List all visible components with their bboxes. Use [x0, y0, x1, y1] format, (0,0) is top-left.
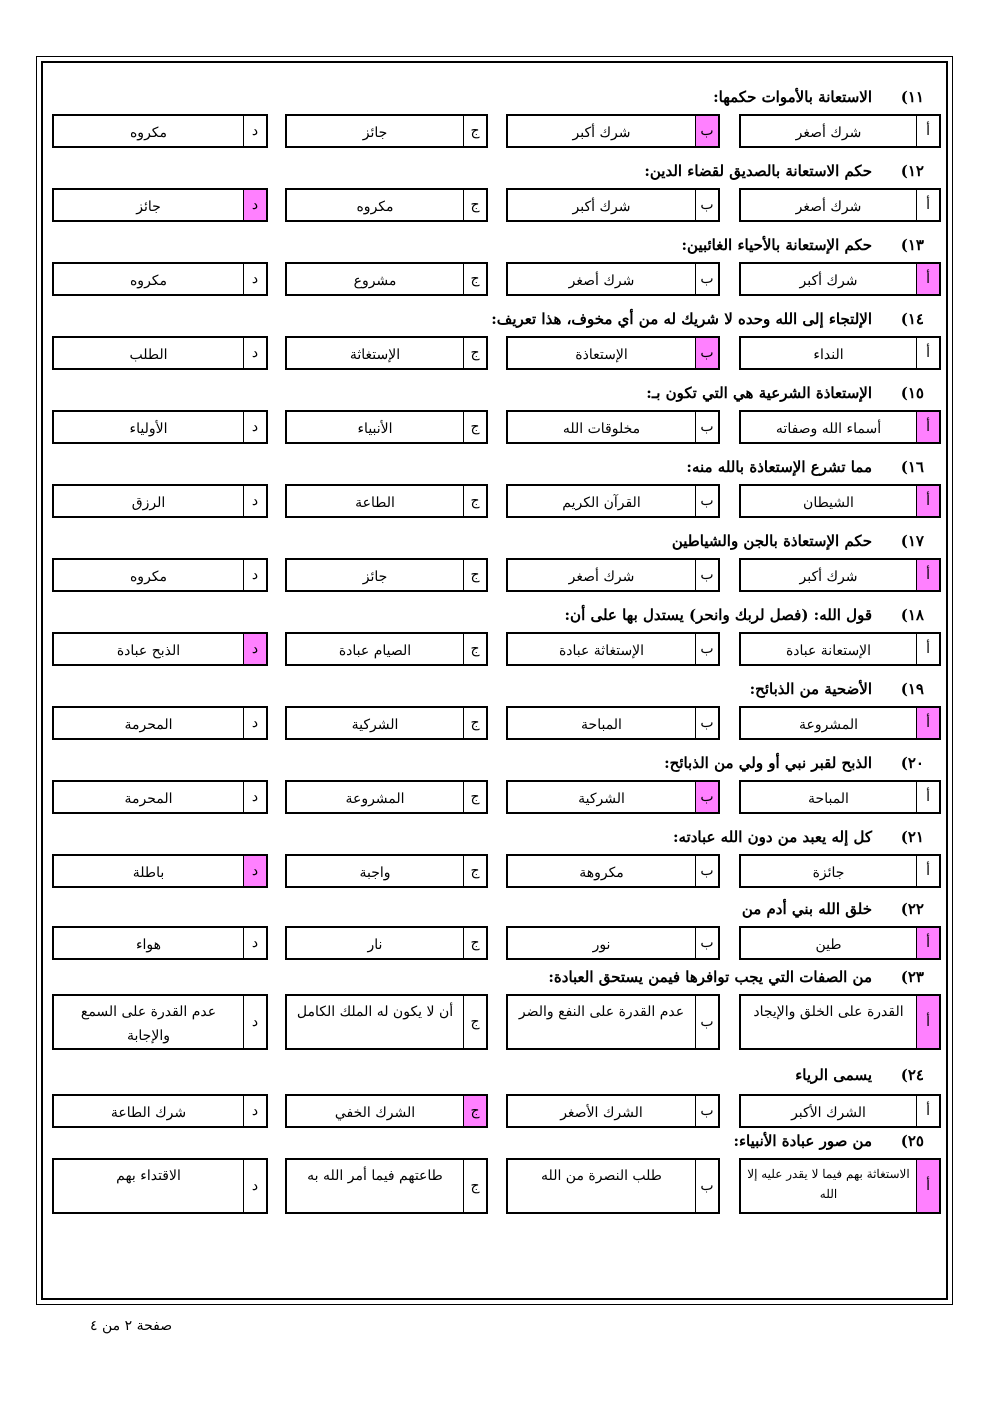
answer-text: جائز — [362, 125, 388, 141]
answer-option[interactable] — [285, 114, 488, 148]
answer-option[interactable] — [506, 336, 720, 370]
answer-text: طلب النصرة من الله — [541, 1168, 662, 1184]
answer-option[interactable] — [52, 926, 268, 960]
question-line — [682, 234, 925, 256]
answer-letter: ج — [463, 708, 486, 738]
answer-option[interactable] — [506, 1094, 720, 1128]
answer-letter-highlighted: د — [243, 634, 266, 664]
question-text: يسمى الرياء — [795, 1066, 872, 1084]
answer-letter: د — [243, 338, 266, 368]
answer-option[interactable] — [285, 410, 488, 444]
answer-letter: ج — [463, 634, 486, 664]
answer-text: الصيام عبادة — [338, 643, 412, 659]
answer-option[interactable] — [285, 558, 488, 592]
question-line — [672, 530, 924, 552]
answer-text: مكروهة — [579, 865, 624, 881]
question-line — [646, 382, 924, 404]
answer-letter: ب — [695, 1096, 718, 1126]
answer-text: الطاعة — [355, 495, 395, 511]
answer-text: جائزة — [812, 865, 845, 881]
answer-letter: أ — [916, 338, 939, 368]
question-line — [673, 826, 924, 848]
answer-option[interactable] — [506, 1158, 720, 1214]
answer-letter-highlighted: د — [243, 190, 266, 220]
answer-letter: د — [243, 708, 266, 738]
question-number: ١١) — [900, 88, 924, 106]
question-line — [664, 752, 924, 774]
answer-option[interactable] — [52, 632, 268, 666]
answer-letter: ب — [695, 560, 718, 590]
question-text: الذبح لقبر نبي أو ولي من الذبائح: — [664, 754, 872, 772]
question-line — [548, 966, 924, 988]
answer-text: الرزق — [131, 495, 166, 511]
answer-letter-highlighted: د — [243, 856, 266, 886]
answer-text: هواء — [135, 937, 162, 953]
question-number: ٢٥) — [900, 1132, 924, 1150]
answer-option[interactable] — [739, 994, 941, 1050]
answer-option[interactable] — [739, 188, 941, 222]
question-text: مما تشرع الإستعاذة بالله منه: — [686, 458, 872, 476]
answer-letter: ب — [695, 412, 718, 442]
answer-option[interactable] — [285, 262, 488, 296]
answer-text: مشروع — [353, 273, 397, 289]
answer-text: عدم القدرة على النفع والضر — [518, 1004, 685, 1020]
answer-letter: ب — [695, 264, 718, 294]
question-line — [713, 86, 924, 108]
answer-option[interactable] — [285, 926, 488, 960]
answer-option[interactable] — [52, 558, 268, 592]
answer-option[interactable] — [739, 780, 941, 814]
answer-text: الإستغاثة عبادة — [558, 643, 645, 659]
question-text: الإستعاذة الشرعية هي التي تكون بـ: — [646, 384, 872, 402]
answer-option[interactable] — [506, 994, 720, 1050]
answer-letter-highlighted: أ — [916, 928, 939, 958]
answer-option[interactable] — [52, 854, 268, 888]
answer-text: الطلب — [129, 347, 168, 363]
answer-text: الأولياء — [129, 421, 168, 437]
answer-text: مكروه — [129, 125, 168, 141]
answer-text: أن لا يكون له الملك الكامل — [296, 1004, 454, 1020]
answer-option[interactable] — [285, 1158, 488, 1214]
answer-letter: أ — [916, 856, 939, 886]
question-line — [491, 308, 924, 330]
answer-text: شرك أصغر — [795, 125, 862, 141]
question-number: ١٢) — [900, 162, 924, 180]
answer-letter: د — [243, 928, 266, 958]
answer-text: طين — [815, 937, 842, 953]
answer-text: باطلة — [132, 865, 165, 881]
answer-text: المباحة — [581, 717, 622, 733]
answer-text: الذبح عبادة — [116, 643, 181, 659]
answer-text: الشرك الأكبر — [791, 1105, 866, 1121]
answer-letter: ب — [695, 856, 718, 886]
answer-letter: ج — [463, 412, 486, 442]
answer-letter: ج — [463, 928, 486, 958]
question-line — [742, 898, 924, 920]
answer-letter: ب — [695, 486, 718, 516]
answer-option[interactable] — [506, 780, 720, 814]
question-line — [644, 160, 924, 182]
question-text: خلق الله بني أدم من — [741, 900, 872, 918]
answer-letter: د — [243, 264, 266, 294]
answer-option[interactable] — [739, 336, 941, 370]
question-line — [733, 1130, 924, 1152]
answer-letter: د — [243, 560, 266, 590]
answer-letter: ب — [695, 928, 718, 958]
answer-text: شرك الطاعة — [110, 1105, 187, 1121]
answer-text: الأنبياء — [357, 421, 393, 437]
answer-text: الشركية — [351, 717, 399, 733]
answer-option[interactable] — [739, 926, 941, 960]
answer-letter: ب — [695, 996, 718, 1048]
page-number: صفحة ٢ من ٤ — [90, 1318, 173, 1334]
answer-option[interactable] — [739, 1158, 941, 1214]
answer-text: الإستعانة عبادة — [785, 643, 872, 659]
answer-letter-highlighted: ب — [695, 338, 718, 368]
answer-text: أسماء الله وصفاته — [775, 421, 882, 437]
answer-option[interactable] — [52, 410, 268, 444]
answer-text: الشرك الأصغر — [560, 1105, 643, 1121]
answer-text: شرك أصغر — [568, 273, 635, 289]
answer-letter: ج — [463, 1160, 486, 1212]
answer-text: المشروعة — [798, 717, 859, 733]
answer-letter-highlighted: أ — [916, 708, 939, 738]
answer-letter: ج — [463, 782, 486, 812]
question-number: ١٥) — [900, 384, 924, 402]
answer-text: الاستغاثة بهم فيما لا يقدر عليه إلا الله — [747, 1167, 910, 1201]
answer-text: جائز — [362, 569, 388, 585]
answer-text: شرك أكبر — [799, 569, 858, 585]
question-number: ٢٢) — [900, 900, 924, 918]
answer-option[interactable] — [52, 188, 268, 222]
answer-letter: ب — [695, 634, 718, 664]
answer-letter-highlighted: أ — [916, 412, 939, 442]
answer-text: الاقتداء بهم — [116, 1168, 181, 1184]
answer-option[interactable] — [506, 114, 720, 148]
answer-option[interactable] — [739, 484, 941, 518]
answer-option[interactable] — [506, 410, 720, 444]
question-number: ١٣) — [900, 236, 924, 254]
answer-option[interactable] — [285, 632, 488, 666]
answer-letter: ج — [463, 116, 486, 146]
answer-text: المحرمة — [124, 717, 173, 733]
answer-option[interactable] — [506, 706, 720, 740]
answer-text: واجبة — [359, 865, 391, 881]
answer-letter-highlighted: أ — [916, 486, 939, 516]
answer-letter-highlighted: ب — [695, 116, 718, 146]
answer-option[interactable] — [285, 994, 488, 1050]
question-line — [750, 678, 924, 700]
question-text: الإلتجاء إلى الله وحده لا شريك له من أي مخوف، هذا تعريف: — [491, 310, 872, 328]
question-text: قول الله: (فصل لربك وانحر) يستدل بها على أن: — [564, 606, 872, 624]
question-line — [565, 604, 924, 626]
answer-letter: ج — [463, 338, 486, 368]
question-text: الاستعانة بالأموات حكمها: — [713, 88, 872, 106]
answer-option[interactable] — [52, 262, 268, 296]
answer-text: القدرة على الخلق والإيجاد — [753, 1004, 904, 1020]
answer-letter-highlighted: أ — [916, 264, 939, 294]
answer-text: القرآن الكريم — [562, 495, 641, 511]
answer-letter: أ — [916, 116, 939, 146]
answer-option[interactable] — [506, 558, 720, 592]
answer-text: نور — [592, 937, 611, 953]
answer-text: عدم القدرة على السمع والإجابة — [80, 1004, 217, 1044]
answer-text: الإستعاذة — [575, 347, 628, 363]
answer-option[interactable] — [285, 780, 488, 814]
answer-text: الإستغاثة — [349, 347, 401, 363]
answer-letter: د — [243, 996, 266, 1048]
question-text: الأضحية من الذبائح: — [749, 680, 872, 698]
answer-letter: د — [243, 412, 266, 442]
question-line — [686, 456, 924, 478]
question-number: ١٧) — [900, 532, 924, 550]
answer-option[interactable] — [285, 336, 488, 370]
question-text: حكم الاستعانة بالصديق لقضاء الدين: — [644, 162, 872, 180]
answer-option[interactable] — [739, 410, 941, 444]
answer-text: الشيطان — [803, 495, 854, 511]
answer-text: مكروه — [356, 199, 394, 215]
answer-option[interactable] — [739, 262, 941, 296]
answer-option[interactable] — [739, 558, 941, 592]
question-line — [795, 1064, 924, 1086]
answer-option[interactable] — [52, 780, 268, 814]
answer-letter: ب — [695, 190, 718, 220]
answer-option[interactable] — [506, 484, 720, 518]
question-number: ٢١) — [900, 828, 924, 846]
answer-text: شرك أكبر — [799, 273, 858, 289]
answer-letter-highlighted: ج — [463, 1096, 486, 1126]
answer-text: جائز — [136, 199, 161, 215]
answer-letter: ج — [463, 856, 486, 886]
answer-letter: د — [243, 1096, 266, 1126]
answer-letter-highlighted: أ — [916, 1160, 939, 1212]
answer-letter: ب — [695, 1160, 718, 1212]
answer-text: مكروه — [129, 569, 168, 585]
answer-option[interactable] — [739, 114, 941, 148]
answer-letter: ج — [463, 486, 486, 516]
answer-letter: أ — [916, 782, 939, 812]
answer-letter: د — [243, 116, 266, 146]
answer-letter: أ — [916, 1096, 939, 1126]
question-text: حكم الإستعاذة بالجن والشياطين — [671, 532, 872, 550]
answer-option[interactable] — [52, 706, 268, 740]
answer-letter: أ — [916, 634, 939, 664]
answer-option[interactable] — [52, 1158, 268, 1214]
answer-text: المباحة — [808, 791, 849, 807]
question-number: ٢٠) — [900, 754, 924, 772]
answer-option[interactable] — [285, 484, 488, 518]
answer-option[interactable] — [506, 262, 720, 296]
answer-text: طاعتهم فيما أمر الله به — [307, 1168, 443, 1184]
answer-letter: ج — [463, 996, 486, 1048]
answer-option[interactable] — [506, 632, 720, 666]
answer-text: مخلوقات الله — [562, 421, 641, 437]
question-text: من صور عبادة الأنبياء: — [733, 1132, 872, 1150]
answer-text: النداء — [813, 347, 844, 363]
answer-text: نار — [367, 937, 383, 953]
answer-option[interactable] — [285, 188, 488, 222]
answer-text: المشروعة — [345, 791, 405, 807]
question-number: ٢٣) — [900, 968, 924, 986]
question-text: من الصفات التي يجب توافرها فيمن يستحق العبادة: — [548, 968, 872, 986]
answer-text: مكروه — [129, 273, 168, 289]
answer-text: شرك أصغر — [568, 569, 635, 585]
answer-option[interactable] — [285, 706, 488, 740]
question-text: حكم الإستعانة بالأحياء الغائبين: — [681, 236, 872, 254]
answer-text: الشركية — [578, 791, 625, 807]
answer-text: شرك أصغر — [795, 199, 862, 215]
answer-letter-highlighted: أ — [916, 996, 939, 1048]
question-text: كل إله يعبد من دون الله عبادته: — [672, 828, 872, 846]
answer-option[interactable] — [285, 854, 488, 888]
question-number: ١٤) — [900, 310, 924, 328]
answer-text: شرك أكبر — [572, 199, 631, 215]
answer-option[interactable] — [285, 1094, 488, 1128]
answer-option[interactable] — [52, 114, 268, 148]
answer-letter: د — [243, 782, 266, 812]
answer-letter: د — [243, 1160, 266, 1212]
answer-text: شرك أكبر — [572, 125, 631, 141]
question-number: ١٨) — [900, 606, 924, 624]
answer-text: المحرمة — [124, 791, 173, 807]
question-number: ١٦) — [900, 458, 924, 476]
answer-option[interactable] — [52, 484, 268, 518]
answer-option[interactable] — [52, 994, 268, 1050]
answer-option[interactable] — [739, 854, 941, 888]
answer-option[interactable] — [52, 336, 268, 370]
answer-letter: ج — [463, 264, 486, 294]
answer-letter-highlighted: أ — [916, 560, 939, 590]
answer-option[interactable] — [506, 854, 720, 888]
answer-letter: ج — [463, 190, 486, 220]
answer-letter: ب — [695, 708, 718, 738]
answer-letter-highlighted: ب — [695, 782, 718, 812]
answer-letter: ج — [463, 560, 486, 590]
answer-option[interactable] — [739, 706, 941, 740]
answer-letter: د — [243, 486, 266, 516]
question-number: ٢٤) — [900, 1066, 924, 1084]
answer-option[interactable] — [506, 926, 720, 960]
answer-option[interactable] — [52, 1094, 268, 1128]
answer-text: الشرك الخفي — [334, 1105, 416, 1121]
answer-option[interactable] — [739, 1094, 941, 1128]
answer-option[interactable] — [506, 188, 720, 222]
question-number: ١٩) — [900, 680, 924, 698]
answer-option[interactable] — [739, 632, 941, 666]
answer-letter: أ — [916, 190, 939, 220]
